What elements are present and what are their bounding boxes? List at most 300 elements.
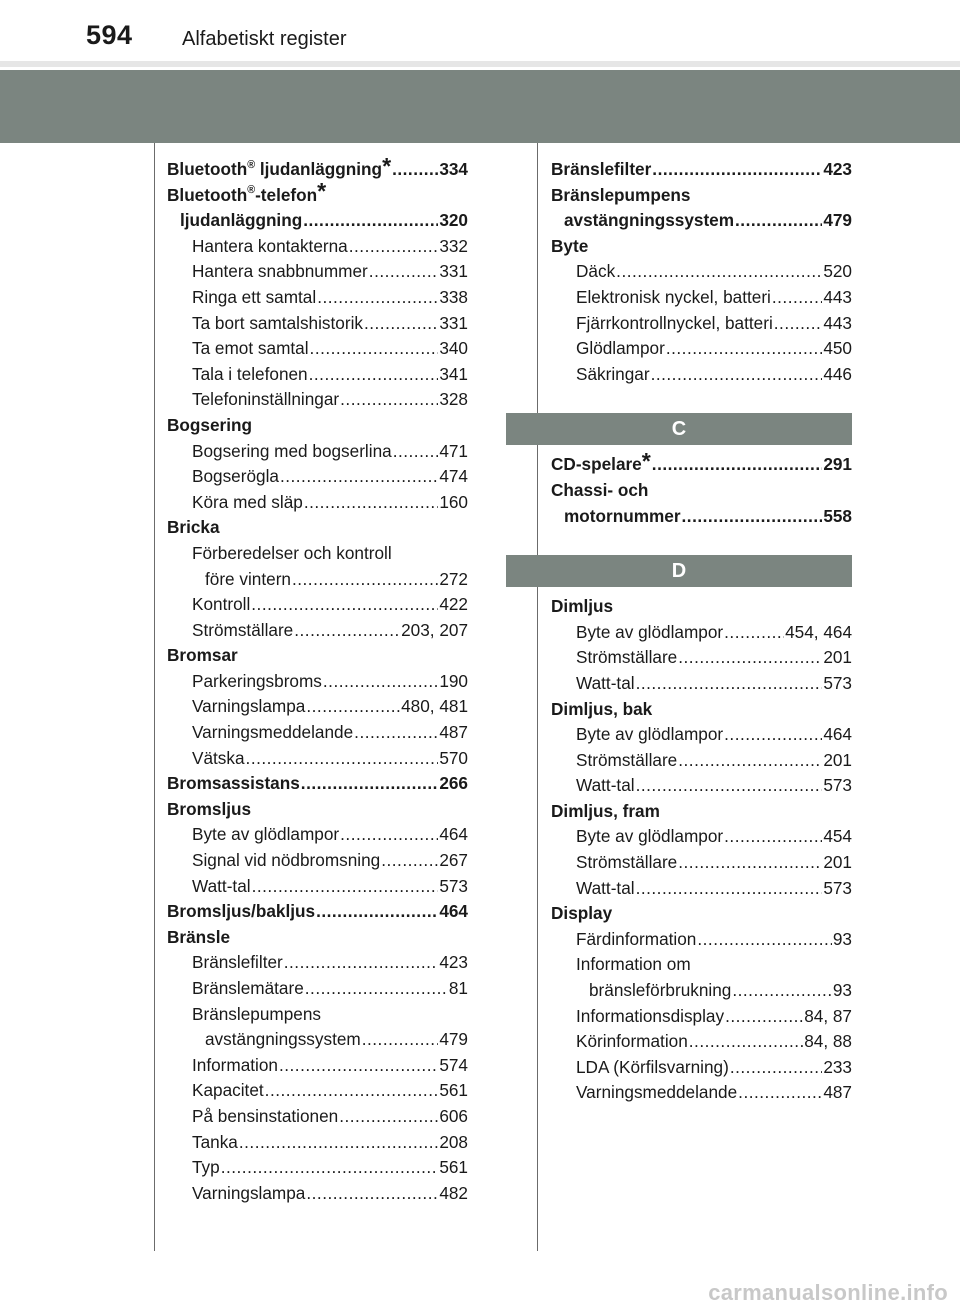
- entry-term: [576, 645, 677, 671]
- entry-term-text: Elektronisk nyckel, batteri: [576, 286, 771, 307]
- entry-term-text: Färdinformation: [576, 928, 697, 949]
- index-entry: [167, 490, 468, 516]
- dot-leader: [652, 452, 823, 478]
- section-c-entries: [551, 448, 852, 529]
- entry-line: [192, 874, 468, 900]
- index-entry: [167, 178, 468, 209]
- page-reference: 573: [823, 775, 852, 796]
- entry-term: [192, 1078, 264, 1104]
- entry-term-text: Byte av glödlampor: [576, 621, 724, 642]
- entry-term: [192, 848, 380, 874]
- dot-leader: [724, 722, 822, 748]
- entry-term: [576, 311, 773, 337]
- entry-line: [576, 311, 852, 337]
- dot-leader: [306, 694, 400, 720]
- entry-line: [192, 976, 468, 1002]
- page-reference: 558: [823, 505, 852, 526]
- index-entry: [551, 311, 852, 337]
- index-entry: [551, 876, 852, 902]
- entry-term-text: LDA (Körfilsvarning): [576, 1056, 729, 1077]
- page-reference: 272: [439, 568, 468, 589]
- index-entry: [167, 720, 468, 746]
- entry-term: [192, 464, 279, 490]
- page-reference: 328: [439, 389, 468, 410]
- entry-term-text: Strömställare: [192, 619, 294, 640]
- entry-term-text: Strömställare: [576, 749, 678, 770]
- entry-term-text: Watt-tal: [576, 672, 635, 693]
- page-reference: 443: [823, 286, 852, 307]
- entry-line: [551, 183, 852, 209]
- entry-term-text: Information om: [576, 954, 691, 975]
- entry-term: [192, 720, 353, 746]
- entry-term-text: Bränslepumpens: [192, 1003, 321, 1024]
- entry-line: [576, 748, 852, 774]
- page-reference: 233: [823, 1056, 852, 1077]
- entry-line: [192, 490, 468, 516]
- index-entry: [167, 1104, 468, 1130]
- dot-leader: [292, 567, 438, 593]
- right-top-entries: [551, 157, 852, 387]
- dot-leader: [725, 1004, 803, 1030]
- index-entry: [551, 448, 852, 478]
- entry-line: [192, 1078, 468, 1104]
- header-band: [0, 70, 960, 143]
- page-reference: 340: [439, 338, 468, 359]
- entry-term-text: På bensinstationen: [192, 1105, 339, 1126]
- entry-term: [576, 927, 696, 953]
- entry-term: [576, 773, 635, 799]
- entry-term-text: avstängningssystem: [564, 210, 735, 231]
- index-entry: [167, 1078, 468, 1104]
- entry-line: [576, 850, 852, 876]
- index-entry: [551, 773, 852, 799]
- entry-line: [551, 157, 852, 183]
- entry-term-text: Dimljus, bak: [551, 698, 653, 719]
- entry-term: [551, 799, 660, 825]
- entry-term-text: Watt-tal: [576, 877, 635, 898]
- entry-term-text: Köra med släp: [192, 491, 303, 512]
- index-entry: [167, 362, 468, 388]
- page-reference: 334: [439, 159, 468, 179]
- entry-term-text: Watt-tal: [192, 875, 251, 896]
- entry-term: [192, 694, 305, 720]
- dot-leader: [316, 899, 438, 925]
- entry-line: [167, 925, 468, 951]
- page-reference: 190: [439, 670, 468, 691]
- index-entry: [167, 464, 468, 490]
- page-reference: 423: [823, 159, 852, 179]
- entry-term: [576, 748, 677, 774]
- entry-term-text: Varningsmeddelande: [576, 1082, 738, 1103]
- left-column-divider: [154, 143, 155, 1251]
- entry-line: [192, 1104, 468, 1130]
- asterisk-footnote-mark: *: [641, 448, 651, 475]
- right-column-divider: [537, 143, 538, 1251]
- entry-line: [192, 285, 468, 311]
- entry-line: [576, 952, 852, 978]
- entry-term-text: Information: [192, 1054, 278, 1075]
- entry-term: [192, 1155, 220, 1181]
- watermark: carmanualsonline.info: [708, 1280, 948, 1305]
- index-entry: [551, 645, 852, 671]
- entry-term-text-continued: -telefon: [255, 184, 318, 205]
- entry-term-text: Signal vid nödbromsning: [192, 850, 381, 871]
- index-entry: [167, 976, 468, 1002]
- dot-leader: [381, 848, 438, 874]
- index-entry: [551, 901, 852, 927]
- entry-line: [167, 178, 468, 209]
- entry-term-text: Display: [551, 903, 613, 924]
- entry-term-text: Ta emot samtal: [192, 338, 309, 359]
- entry-line: [205, 567, 468, 593]
- entry-line: [551, 901, 852, 927]
- entry-term: [576, 824, 723, 850]
- dot-leader: [724, 824, 822, 850]
- entry-term: [576, 671, 635, 697]
- entry-term: [576, 1080, 737, 1106]
- entry-term-text: Bricka: [167, 517, 220, 538]
- entry-term: [564, 208, 734, 234]
- index-entry: [167, 694, 468, 720]
- page-reference: 454: [823, 826, 852, 847]
- dot-leader: [651, 362, 823, 388]
- entry-line: [551, 448, 852, 478]
- spacer: [551, 445, 852, 452]
- entry-line: [167, 771, 468, 797]
- index-entry: [551, 748, 852, 774]
- dot-leader: [265, 1078, 439, 1104]
- dot-leader: [246, 746, 439, 772]
- entry-term-text: Varningsmeddelande: [192, 722, 354, 743]
- index-entry: [551, 952, 852, 978]
- entry-term-text: Dimljus: [551, 596, 614, 617]
- entry-term-text: Tanka: [192, 1131, 238, 1152]
- dot-leader: [309, 362, 439, 388]
- asterisk-footnote-mark: *: [317, 178, 327, 205]
- dot-leader: [362, 1027, 439, 1053]
- page-reference: 291: [823, 454, 852, 475]
- page-reference: 464: [439, 824, 468, 845]
- entry-term: [576, 1029, 688, 1055]
- dot-leader: [689, 1029, 803, 1055]
- entry-line: [576, 285, 852, 311]
- entry-term-text: Bränslepumpens: [551, 184, 691, 205]
- dot-leader: [304, 490, 438, 516]
- entry-line: [576, 1029, 852, 1055]
- entry-term: [576, 285, 771, 311]
- index-entry: [551, 285, 852, 311]
- entry-term-text: Bluetooth: [167, 184, 248, 205]
- dot-leader: [294, 618, 400, 644]
- entry-line: [576, 927, 852, 953]
- entry-term: [576, 952, 691, 978]
- index-entry: [551, 1055, 852, 1081]
- entry-line: [192, 1130, 468, 1156]
- index-entry: [167, 848, 468, 874]
- spacer: [551, 529, 852, 555]
- entry-term: [192, 1002, 321, 1028]
- dot-leader: [636, 671, 823, 697]
- entry-term: [192, 336, 309, 362]
- entry-term: [192, 285, 316, 311]
- page-reference: 84, 88: [804, 1031, 852, 1052]
- entry-line: [576, 620, 852, 646]
- page-reference: 203, 207: [401, 619, 468, 640]
- entry-term-text: motornummer: [564, 505, 681, 526]
- entry-term: [192, 490, 303, 516]
- entry-term-text: Säkringar: [576, 363, 650, 384]
- dot-leader: [303, 208, 438, 234]
- dot-leader: [697, 927, 832, 953]
- dot-leader: [252, 874, 439, 900]
- entry-term: [167, 515, 220, 541]
- index-entry: [551, 671, 852, 697]
- index-entry: [551, 157, 852, 183]
- entry-term-text: Byte av glödlampor: [192, 824, 340, 845]
- entry-term: [551, 901, 612, 927]
- index-entry: [167, 950, 468, 976]
- entry-term: [576, 1004, 724, 1030]
- entry-line: [192, 311, 468, 337]
- entry-line: [564, 208, 852, 234]
- dot-leader: [666, 336, 822, 362]
- entry-term: [167, 925, 230, 951]
- index-entry: [167, 618, 468, 644]
- entry-line: [192, 259, 468, 285]
- entry-term-text: CD-spelare: [551, 454, 642, 475]
- index-entry: [551, 183, 852, 209]
- spacer: [551, 387, 852, 413]
- page-number: 594: [86, 20, 133, 50]
- entry-term-text: Chassi- och: [551, 479, 649, 500]
- entry-line: [167, 797, 468, 823]
- entry-line: [192, 234, 468, 260]
- index-entry: [167, 387, 468, 413]
- dot-leader: [636, 876, 823, 902]
- entry-line: [576, 824, 852, 850]
- entry-line: [551, 234, 852, 260]
- dot-leader: [279, 1053, 438, 1079]
- dot-leader: [340, 387, 438, 413]
- entry-term: [167, 413, 252, 439]
- entry-term: [576, 362, 650, 388]
- dot-leader: [735, 208, 822, 234]
- entry-line: [576, 336, 852, 362]
- entry-line: [576, 362, 852, 388]
- entry-line: [192, 822, 468, 848]
- page-reference: 201: [823, 852, 852, 873]
- entry-term: [167, 643, 238, 669]
- entry-term: [192, 1130, 238, 1156]
- entry-term-text: Kontroll: [192, 594, 251, 615]
- index-entry: [167, 1181, 468, 1207]
- entry-term: [576, 722, 723, 748]
- entry-line: [551, 594, 852, 620]
- entry-term: [205, 567, 291, 593]
- entry-line: [551, 478, 852, 504]
- entry-term-text: bränsleförbrukning: [589, 980, 732, 1001]
- index-entry: [551, 1029, 852, 1055]
- entry-line: [192, 1002, 468, 1028]
- entry-term: [576, 850, 677, 876]
- page-reference: 606: [439, 1105, 468, 1126]
- section-letter-c: C: [506, 413, 852, 445]
- entry-term: [192, 1104, 338, 1130]
- page-reference: 320: [439, 210, 468, 231]
- page-reference: 479: [823, 210, 852, 231]
- entry-line: [192, 439, 468, 465]
- entry-term: [180, 208, 302, 234]
- entry-term-text: Däck: [576, 261, 616, 282]
- entry-term: [576, 876, 635, 902]
- page-reference: 561: [439, 1157, 468, 1178]
- entry-term-text: Bluetooth: [167, 159, 248, 179]
- page-reference: 573: [823, 672, 852, 693]
- page-reference: 520: [823, 261, 852, 282]
- entry-term-text: Kapacitet: [192, 1080, 264, 1101]
- header-rule: [0, 61, 960, 67]
- dot-leader: [251, 592, 438, 618]
- entry-term: [192, 362, 308, 388]
- page-reference: 464: [439, 901, 468, 922]
- page-reference: 450: [823, 338, 852, 359]
- entry-line: [576, 671, 852, 697]
- entry-term-text: Förberedelser och kontroll: [192, 542, 392, 563]
- entry-term-text: Bromsljus: [167, 798, 252, 819]
- index-entry: [551, 336, 852, 362]
- entry-line: [576, 722, 852, 748]
- entry-term-text: före vintern: [205, 568, 291, 589]
- entry-term-text: ljudanläggning: [180, 210, 303, 231]
- index-entry: [167, 925, 468, 951]
- entry-line: [576, 1004, 852, 1030]
- dot-leader: [772, 285, 822, 311]
- registered-mark: ®: [247, 184, 256, 197]
- entry-term-text: Telefoninställningar: [192, 389, 340, 410]
- entry-line: [192, 362, 468, 388]
- dot-leader: [393, 439, 439, 465]
- dot-leader: [323, 669, 438, 695]
- entry-term: [192, 541, 392, 567]
- page-reference: 482: [439, 1182, 468, 1203]
- entry-term: [205, 1027, 361, 1053]
- entry-line: [576, 876, 852, 902]
- entry-line: [551, 697, 852, 723]
- entry-term: [167, 899, 315, 925]
- dot-leader: [349, 234, 439, 260]
- dot-leader: [310, 336, 439, 362]
- entry-term: [576, 620, 723, 646]
- entry-term-text: Fjärrkontrollnyckel, batteri: [576, 312, 773, 333]
- index-entry: [551, 620, 852, 646]
- page-reference: 423: [439, 952, 468, 973]
- index-entry: [167, 1027, 468, 1053]
- index-entry: [551, 594, 852, 620]
- entry-term-text: Bromsar: [167, 645, 238, 666]
- dot-leader: [392, 157, 438, 183]
- entry-term: [551, 157, 651, 183]
- entry-term: [564, 504, 681, 530]
- entry-line: [589, 978, 852, 1004]
- index-entry: [167, 669, 468, 695]
- index-entry: [551, 978, 852, 1004]
- entry-term: [192, 259, 368, 285]
- entry-term: [551, 183, 690, 209]
- entry-term-text: Parkeringsbroms: [192, 670, 322, 691]
- index-entry: [167, 285, 468, 311]
- entry-term-text: Varningslampa: [192, 696, 306, 717]
- entry-term: [551, 594, 613, 620]
- entry-term-text: Dimljus, fram: [551, 800, 660, 821]
- index-right-column: [551, 157, 852, 1106]
- index-entry: [551, 1004, 852, 1030]
- entry-line: [192, 669, 468, 695]
- index-entry: [551, 1080, 852, 1106]
- entry-line: [192, 1155, 468, 1181]
- entry-line: [192, 720, 468, 746]
- dot-leader: [738, 1080, 822, 1106]
- page-reference: 422: [439, 594, 468, 615]
- dot-leader: [636, 773, 823, 799]
- entry-term: [576, 336, 665, 362]
- dot-leader: [340, 822, 438, 848]
- entry-line: [192, 1181, 468, 1207]
- entry-term: [589, 978, 731, 1004]
- page-reference: 341: [439, 363, 468, 384]
- dot-leader: [305, 976, 448, 1002]
- entry-line: [192, 950, 468, 976]
- entry-term: [192, 874, 251, 900]
- page-reference: 573: [823, 877, 852, 898]
- index-entry: [167, 643, 468, 669]
- page-reference: 84, 87: [804, 1005, 852, 1026]
- dot-leader: [339, 1104, 438, 1130]
- page-reference: 471: [439, 440, 468, 461]
- page-title: Alfabetiskt register: [182, 28, 347, 50]
- entry-term: [192, 976, 304, 1002]
- entry-term-text: Informationsdisplay: [576, 1005, 725, 1026]
- entry-line: [576, 259, 852, 285]
- entry-term: [551, 697, 652, 723]
- entry-term-text: Bromsljus/bakljus: [167, 901, 316, 922]
- entry-term: [192, 746, 245, 772]
- dot-leader: [317, 285, 438, 311]
- dot-leader: [682, 504, 823, 530]
- entry-term: [167, 178, 327, 209]
- index-entry: [551, 799, 852, 825]
- entry-term: [551, 478, 648, 504]
- index-entry: [551, 824, 852, 850]
- entry-term-text: Bogsering: [167, 414, 252, 435]
- page-reference: 474: [439, 466, 468, 487]
- index-entry: [551, 208, 852, 234]
- entry-line: [192, 387, 468, 413]
- dot-leader: [364, 311, 438, 337]
- entry-term-text-continued: ljudanläggning: [255, 159, 383, 179]
- entry-line: [192, 1053, 468, 1079]
- index-entry: [167, 592, 468, 618]
- entry-term-text: Ringa ett samtal: [192, 286, 317, 307]
- entry-line: [551, 799, 852, 825]
- dot-leader: [774, 311, 823, 337]
- index-entry: [167, 259, 468, 285]
- index-entry: [551, 927, 852, 953]
- index-entry: [551, 478, 852, 504]
- entry-term: [192, 311, 363, 337]
- page-reference: 331: [439, 261, 468, 282]
- index-entry: [551, 850, 852, 876]
- entry-term-text: Bränslemätare: [192, 978, 304, 998]
